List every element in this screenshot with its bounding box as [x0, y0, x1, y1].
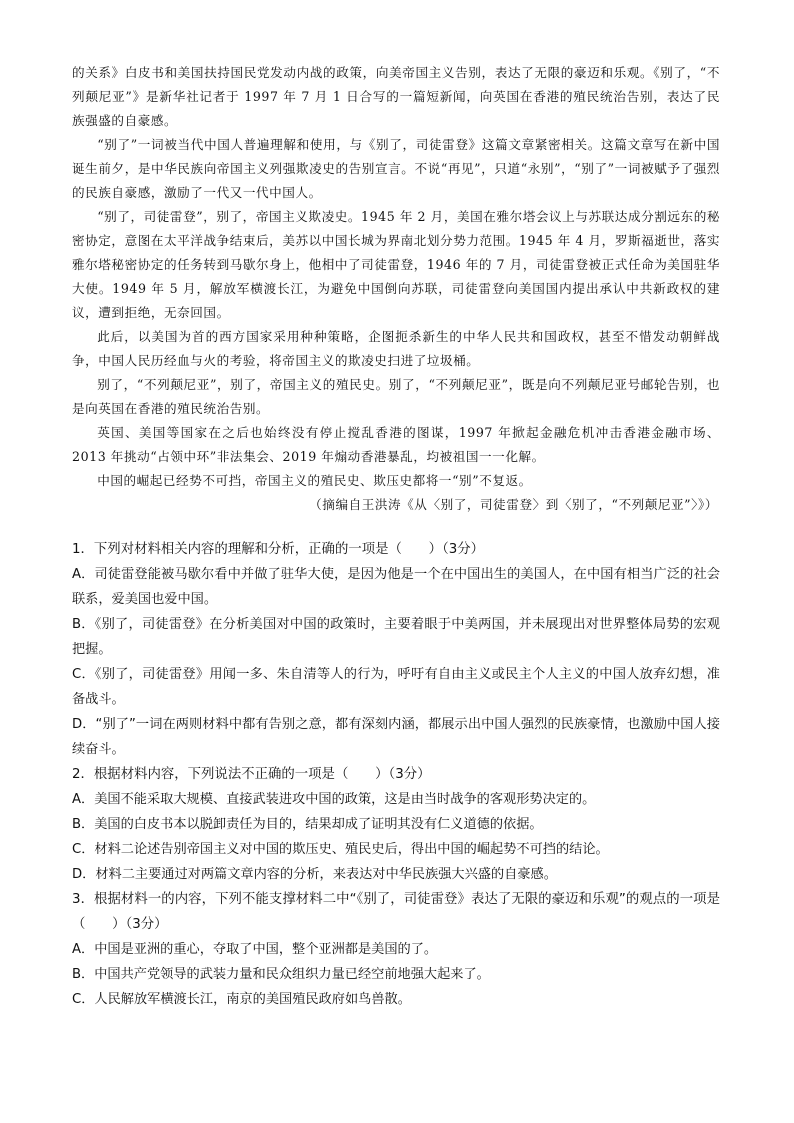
question-2-stem: 2．根据材料内容，下列说法不正确的一项是（ ）（3分）	[72, 767, 431, 782]
question-2-option-c: C．材料二论述告别帝国主义对中国的欺压史、殖民史后，得出中国的崛起势不可挡的结论。	[72, 842, 609, 857]
passage-paragraph: 的关系》白皮书和美国扶持国民党发动内战的政策，向美帝国主义告别，表达了无限的豪迈和乐观。《别了，“不列颠尼亚”》是新华社记者于 1997 年 7 月 1 日合写的一篇短新闻，向英国在香港的殖民统治告别，表达了民族强盛的自豪感。	[72, 65, 720, 128]
passage-paragraph: 别了，“不列颠尼亚”，别了，帝国主义的殖民史。别了，“不列颠尼亚”，既是向不列颠尼亚号邮轮告别，也是向英国在香港的殖民统治告别。	[72, 377, 720, 416]
question-1-option-d: D．“别了”一词在两则材料中都有告别之意，都有深刻内涵，都展示出中国人强烈的民族豪情，也激励中国人接续奋斗。	[72, 717, 720, 757]
question-3-option-a: A．中国是亚洲的重心，夺取了中国，整个亚洲都是美国的了。	[72, 942, 438, 957]
question-2-option-b: B．美国的白皮书本以脱卸责任为目的，结果却成了证明其没有仁义道德的依据。	[72, 817, 543, 832]
question-1-option-a: A．司徒雷登能被马歇尔看中并做了驻华大使，是因为他是一个在中国出生的美国人，在中国有相当广泛的社会联系，爱美国也爱中国。	[72, 567, 720, 607]
question-3-option-b: B．中国共产党领导的武装力量和民众组织力量已经空前地强大起来了。	[72, 967, 490, 982]
question-3-stem: 3．根据材料一的内容，下列不能支撑材料二中“《别了，司徒雷登》表达了无限的豪迈和乐观”的观点的一项是（ ）（3分）	[72, 892, 720, 932]
passage-source: （摘编自王洪涛《从〈别了，司徒雷登〉到〈别了，“不列颠尼亚”〉》）	[309, 497, 718, 512]
passage-paragraph: 英国、美国等国家在之后也始终没有停止搅乱香港的图谋，1997 年掀起金融危机冲击香港金融市场、2013 年挑动“占领中环”非法集会、2019 年煽动香港暴乱，均被祖国一一化解。	[72, 425, 720, 464]
question-list	[72, 537, 720, 1012]
passage-paragraph: “别了”一词被当代中国人普遍理解和使用，与《别了，司徒雷登》这篇文章紧密相关。这篇文章写在新中国诞生前夕，是中华民族向帝国主义列强欺凌史的告别宣言。不说“再见”，只道“永别”，“别了”一词被赋予了强烈的民族自豪感，激励了一代又一代中国人。	[72, 137, 720, 200]
question-1-stem: 1．下列对材料相关内容的理解和分析，正确的一项是（ ）（3分）	[72, 542, 485, 557]
passage-paragraph: 此后，以美国为首的西方国家采用种种策略，企图扼杀新生的中华人民共和国政权，甚至不惜发动朝鲜战争，中国人民历经血与火的考验，将帝国主义的欺凌史扫进了垃圾桶。	[72, 329, 720, 368]
passage-paragraph: “别了，司徒雷登”，别了，帝国主义欺凌史。1945 年 2 月，美国在雅尔塔会议上与苏联达成分割远东的秘密协定，意图在太平洋战争结束后，美苏以中国长城为界南北划分势力范围。1945 年 4 月，罗斯福逝世，落实雅尔塔秘密协定的任务转到马歇尔身上，他相中了司徒雷登，1946 年的 7 月，司徒雷登被正式任命为美国驻华大使。1949 年 5 月，解放军横渡长江，为避免中国倒向苏联，司徒雷登向美国国内提出承认中共新政权的建议，遭到拒绝，无奈回国。	[72, 209, 720, 320]
question-3-option-c: C．人民解放军横渡长江，南京的美国殖民政府如鸟兽散。	[72, 992, 411, 1007]
question-1-option-c: C．《别了，司徒雷登》用闻一多、朱自清等人的行为，呼吁有自由主义或民主个人主义的中国人放弃幻想，准备战斗。	[72, 667, 720, 707]
passage-paragraph: 中国的崛起已经势不可挡，帝国主义的殖民史、欺压史都将一“别”不复返。	[97, 473, 532, 488]
question-2-option-d: D．材料二主要通过对两篇文章内容的分析，来表达对中华民族强大兴盛的自豪感。	[72, 867, 557, 882]
question-2-option-a: A．美国不能采取大规模、直接武装进攻中国的政策，这是由当时战争的客观形势决定的。	[72, 792, 596, 807]
reading-passage	[72, 61, 720, 517]
question-1-option-b: B．《别了，司徒雷登》在分析美国对中国的政策时，主要着眼于中美两国，并未展现出对世界整体局势的宏观把握。	[72, 617, 720, 657]
